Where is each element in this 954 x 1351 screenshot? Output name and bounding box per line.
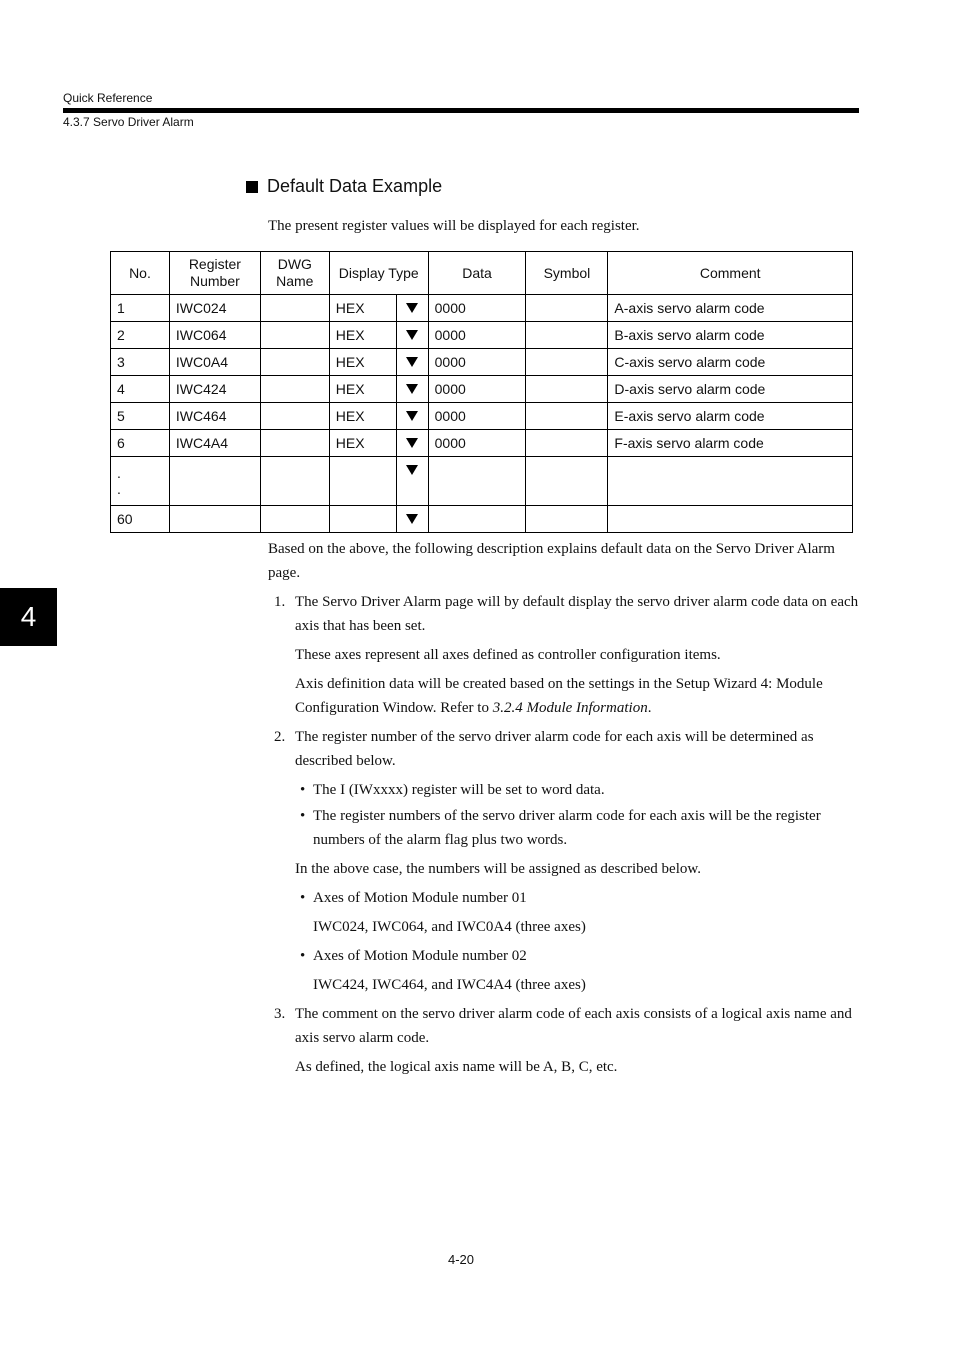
comment-cell[interactable] <box>608 506 853 533</box>
register-table <box>110 251 853 533</box>
list-item-1-reference: Axis definition data will be created based on the settings in the Setup Wizard 4: Module Configuration Window. Refer to 3.2.4 Module Information. <box>295 676 823 716</box>
table-header-row <box>111 252 853 295</box>
comment-cell[interactable]: F-axis servo alarm code <box>608 430 853 457</box>
dropdown-arrow-icon <box>406 438 418 448</box>
row-no-cell: 4 <box>111 376 170 403</box>
dwg-name-cell[interactable] <box>260 376 329 403</box>
col-header-symbol: Symbol <box>526 252 608 295</box>
col-header-display-type: Display Type <box>329 252 428 295</box>
running-header-section: Quick Reference <box>63 91 153 105</box>
page-number: 4-20 <box>447 1252 475 1267</box>
bullet-item: • Axes of Motion Module number 02 <box>300 948 527 964</box>
table-row-last <box>111 506 853 533</box>
dwg-name-cell[interactable] <box>260 295 329 322</box>
dropdown-arrow-icon <box>406 303 418 313</box>
symbol-cell[interactable] <box>526 457 608 506</box>
col-header-data: Data <box>428 252 526 295</box>
data-cell[interactable] <box>428 457 526 506</box>
row-no-cell: 5 <box>111 403 170 430</box>
dropdown-arrow-icon <box>406 357 418 367</box>
table-row <box>111 430 853 457</box>
table-row <box>111 403 853 430</box>
dwg-name-cell[interactable] <box>260 506 329 533</box>
row-no-cell: 60 <box>111 506 170 533</box>
symbol-cell[interactable] <box>526 430 608 457</box>
square-bullet-icon <box>246 181 258 193</box>
display-type-dropdown[interactable] <box>396 506 428 533</box>
table-row <box>111 322 853 349</box>
display-type-cell[interactable]: HEX <box>329 376 396 403</box>
display-type-dropdown[interactable] <box>396 457 428 506</box>
data-cell[interactable]: 0000 <box>428 403 526 430</box>
comment-cell[interactable] <box>608 457 853 506</box>
display-type-dropdown[interactable] <box>396 376 428 403</box>
display-type-dropdown[interactable] <box>396 403 428 430</box>
col-header-no: No. <box>111 252 170 295</box>
row-no-cell: 3 <box>111 349 170 376</box>
list-item-2: 2. The register number of the servo driver alarm code for each axis will be determined as described below. <box>274 729 814 769</box>
register-cell[interactable]: IWC0A4 <box>169 349 260 376</box>
dwg-name-cell[interactable] <box>260 403 329 430</box>
register-cell[interactable]: IWC4A4 <box>169 430 260 457</box>
dwg-name-cell[interactable] <box>260 457 329 506</box>
data-cell[interactable]: 0000 <box>428 376 526 403</box>
comment-cell[interactable]: A-axis servo alarm code <box>608 295 853 322</box>
display-type-cell[interactable] <box>329 457 396 506</box>
symbol-cell[interactable] <box>526 349 608 376</box>
body-text <box>268 537 860 1084</box>
display-type-cell[interactable]: HEX <box>329 295 396 322</box>
register-cell[interactable]: IWC064 <box>169 322 260 349</box>
list-item-2-note: In the above case, the numbers will be assigned as described below. <box>295 861 701 877</box>
display-type-cell[interactable]: HEX <box>329 430 396 457</box>
list-item-1: 1. The Servo Driver Alarm page will by default display the servo driver alarm code data on each axis that has been set. <box>274 594 859 634</box>
row-no-cell: 2 <box>111 322 170 349</box>
row-no-cell: 1 <box>111 295 170 322</box>
display-type-dropdown[interactable] <box>396 430 428 457</box>
comment-cell[interactable]: C-axis servo alarm code <box>608 349 853 376</box>
register-cell[interactable]: IWC464 <box>169 403 260 430</box>
register-cell[interactable]: IWC424 <box>169 376 260 403</box>
register-cell[interactable] <box>169 506 260 533</box>
data-cell[interactable]: 0000 <box>428 295 526 322</box>
dwg-name-cell[interactable] <box>260 322 329 349</box>
row-no-cell: 6 <box>111 430 170 457</box>
bullet-detail: IWC424, IWC464, and IWC4A4 (three axes) <box>313 977 586 993</box>
section-title <box>246 176 442 197</box>
symbol-cell[interactable] <box>526 506 608 533</box>
display-type-dropdown[interactable] <box>396 349 428 376</box>
cross-reference: 3.2.4 Module Information <box>492 700 648 716</box>
bullet-detail: IWC024, IWC064, and IWC0A4 (three axes) <box>313 919 586 935</box>
dropdown-arrow-icon <box>406 465 418 475</box>
col-header-register-number: Register Number <box>169 252 260 295</box>
table-row-ellipsis <box>111 457 853 506</box>
col-header-dwg-name: DWG Name <box>260 252 329 295</box>
data-cell[interactable] <box>428 506 526 533</box>
comment-cell[interactable]: B-axis servo alarm code <box>608 322 853 349</box>
symbol-cell[interactable] <box>526 295 608 322</box>
list-item-1-note: These axes represent all axes defined as controller configuration items. <box>295 647 721 663</box>
header-rule <box>63 108 859 113</box>
body-paragraph: Based on the above, the following description explains default data on the Servo Driver Alarm page. <box>268 541 835 581</box>
intro-text: The present register values will be displayed for each register. <box>268 218 640 234</box>
symbol-cell[interactable] <box>526 403 608 430</box>
section-title-text: Default Data Example <box>267 176 443 196</box>
bullet-item: • The I (IWxxxx) register will be set to word data. <box>300 782 605 798</box>
display-type-cell[interactable] <box>329 506 396 533</box>
data-cell[interactable]: 0000 <box>428 322 526 349</box>
data-cell[interactable]: 0000 <box>428 349 526 376</box>
display-type-cell[interactable]: HEX <box>329 322 396 349</box>
dwg-name-cell[interactable] <box>260 349 329 376</box>
dropdown-arrow-icon <box>406 330 418 340</box>
running-header-subsection: 4.3.7 Servo Driver Alarm <box>63 115 194 129</box>
list-item-3: 3. The comment on the servo driver alarm code of each axis consists of a logical axis name and axis servo alarm code. <box>274 1006 852 1046</box>
comment-cell[interactable]: D-axis servo alarm code <box>608 376 853 403</box>
display-type-cell[interactable]: HEX <box>329 349 396 376</box>
ellipsis-cell: . . <box>111 457 170 506</box>
chapter-tab: 4 <box>0 588 57 646</box>
symbol-cell[interactable] <box>526 322 608 349</box>
table-row <box>111 295 853 322</box>
dropdown-arrow-icon <box>406 514 418 524</box>
col-header-comment: Comment <box>608 252 853 295</box>
symbol-cell[interactable] <box>526 376 608 403</box>
display-type-dropdown[interactable] <box>396 322 428 349</box>
list-item-3-note: As defined, the logical axis name will be A, B, C, etc. <box>295 1059 618 1075</box>
register-cell[interactable]: IWC024 <box>169 295 260 322</box>
display-type-dropdown[interactable] <box>396 295 428 322</box>
bullet-item: • The register numbers of the servo driver alarm code for each axis will be the register numbers of the alarm flag plus two words. <box>300 808 821 848</box>
comment-cell[interactable]: E-axis servo alarm code <box>608 403 853 430</box>
table-row <box>111 376 853 403</box>
dwg-name-cell[interactable] <box>260 430 329 457</box>
table-row <box>111 349 853 376</box>
bullet-item: • Axes of Motion Module number 01 <box>300 890 527 906</box>
data-cell[interactable]: 0000 <box>428 430 526 457</box>
dropdown-arrow-icon <box>406 411 418 421</box>
dropdown-arrow-icon <box>406 384 418 394</box>
display-type-cell[interactable]: HEX <box>329 403 396 430</box>
